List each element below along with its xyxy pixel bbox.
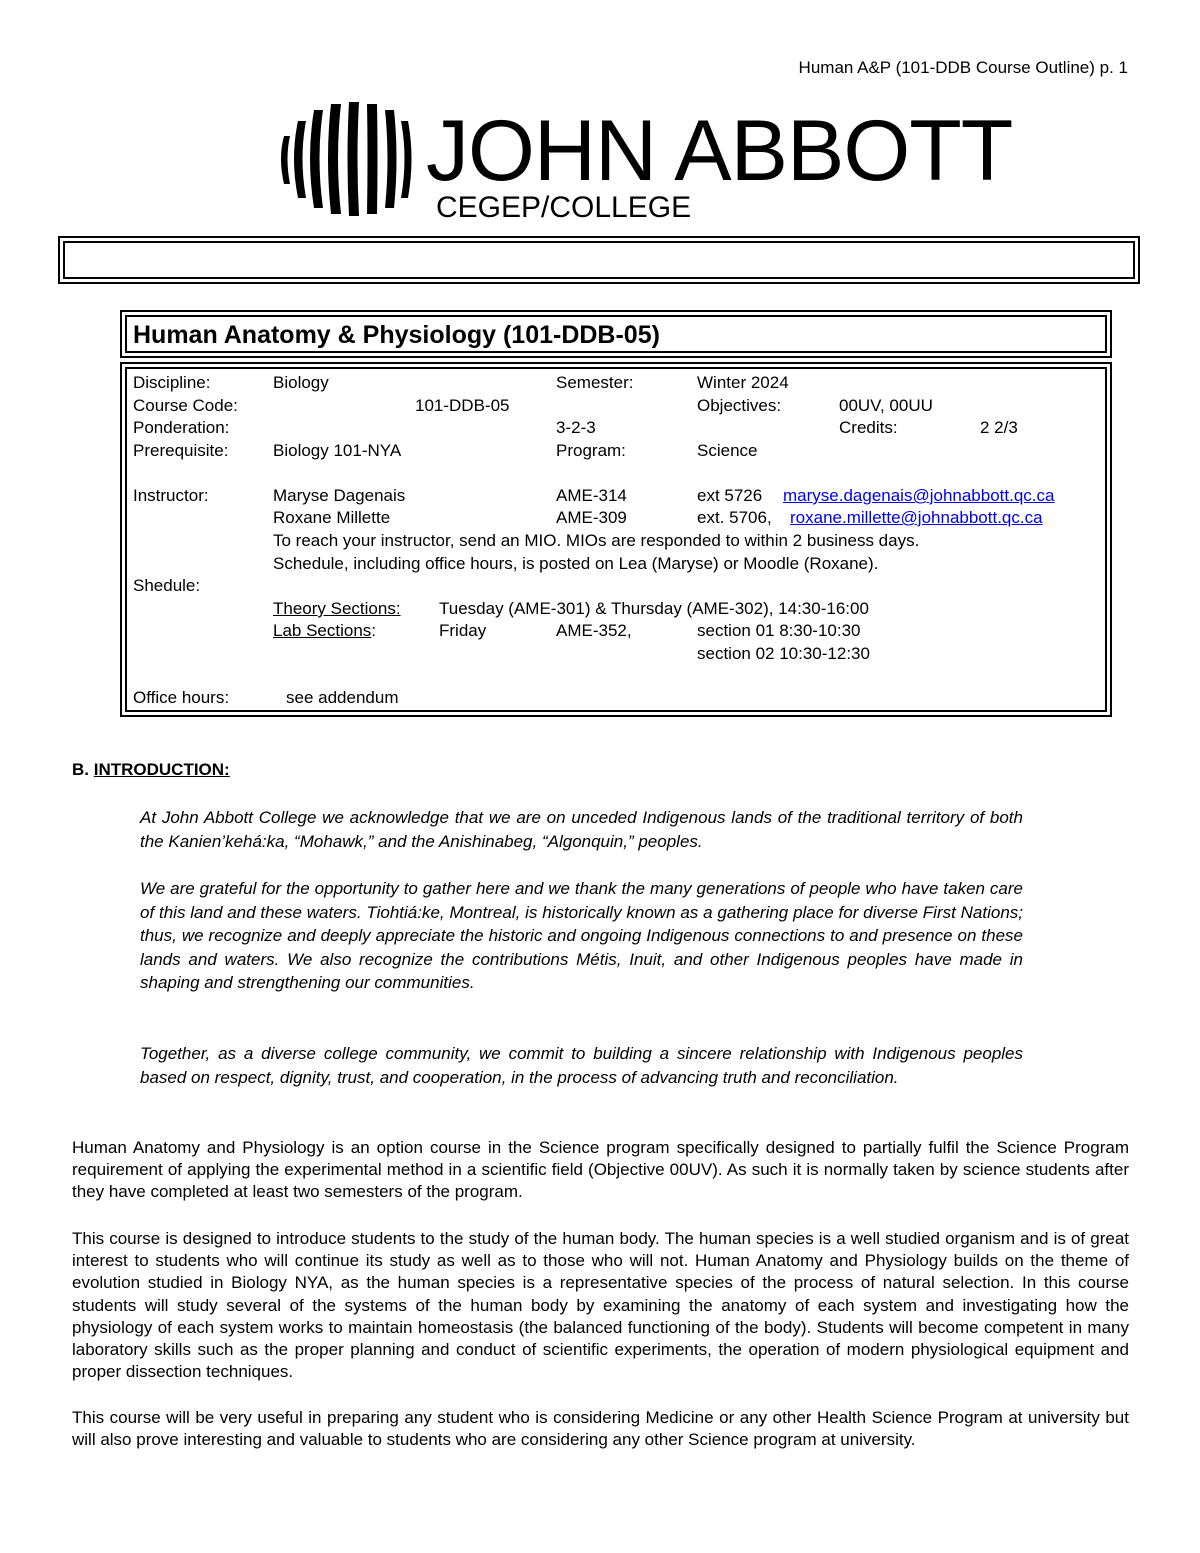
instructor-name: Roxane Millette [273, 508, 391, 527]
program-value: Science [697, 441, 758, 460]
prerequisite-label: Prerequisite: [133, 441, 229, 460]
theory-sections-value: Tuesday (AME-301) & Thursday (AME-302), 14:30-16:00 [439, 599, 869, 618]
section-b-heading [72, 760, 230, 780]
instructor-name: Maryse Dagenais [273, 486, 406, 505]
schedule-label: Shedule: [133, 576, 201, 595]
discipline-label: Discipline: [133, 373, 211, 392]
office-hours-label: Office hours: [133, 688, 230, 707]
instructor-office: AME-314 [556, 486, 627, 505]
instructor-ext: ext. 5706, [697, 508, 772, 527]
college-logo [276, 96, 1013, 226]
course-code-value: 101-DDB-05 [415, 396, 510, 415]
objectives-value: 00UV, 00UU [839, 396, 933, 415]
course-title: Human Anatomy & Physiology (101-DDB-05) [133, 321, 660, 349]
logo-stripes-icon [276, 96, 416, 221]
instructor-ext: ext 5726 [697, 486, 763, 505]
semester-value: Winter 2024 [697, 373, 789, 392]
objectives-label: Objectives: [697, 396, 782, 415]
prerequisite-value: Biology 101-NYA [273, 441, 402, 460]
land-acknowledgement: At John Abbott College we acknowledge that we are on unceded Indigenous lands of the traditional territory of both the Kanien’kehá:ka, “Mohawk,” and the Anishinabeg, “Algonquin,” peoples. [140, 808, 1023, 851]
course-code-label: Course Code: [133, 396, 238, 415]
ponderation-label: Ponderation: [133, 418, 230, 437]
logo-name: JOHN ABBOTT [426, 103, 1013, 199]
theory-sections-label: Theory Sections: [273, 599, 401, 618]
program-label: Program: [556, 441, 626, 460]
logo-subtitle: CEGEP/COLLEGE [436, 191, 692, 224]
ponderation-value: 3-2-3 [556, 418, 596, 437]
lab-sections-colon: : [371, 621, 377, 640]
lab-day: Friday [439, 621, 487, 640]
intro-paragraph: Human Anatomy and Physiology is an option course in the Science program specifically designed to partially fulfil the Science Program requirement of applying the experimental method in a scientific field (Objective 00UV). As such it is normally taken by science students after they have completed at least two semesters of the program. [72, 1138, 1129, 1202]
instructor-email-link[interactable]: roxane.millette@johnabbott.qc.ca [790, 508, 1043, 527]
lab-room: AME-352, [556, 621, 632, 640]
credits-value: 2 2/3 [980, 418, 1018, 437]
section-b-title: INTRODUCTION: [93, 760, 230, 779]
lab-sections-label [273, 620, 376, 642]
instructor-office: AME-309 [556, 508, 627, 527]
land-acknowledgement: We are grateful for the opportunity to gather here and we thank the many generations of people who have taken care of this land and these waters. Tiohtiá:ke, Montreal, is historically known as a gathering place for diverse First Nations; thus, we recognize and deeply appreciate the historic and ongoing Indigenous connections to and presence on these lands and waters. We also recognize the contributions Métis, Inuit, and other Indigenous peoples have made in shaping and strengthening our communities. [140, 879, 1023, 992]
page-header: Human A&P (101-DDB Course Outline) p. 1 [798, 58, 1128, 77]
contact-note: To reach your instructor, send an MIO. MIOs are responded to within 2 business days. [273, 531, 920, 550]
schedule-note: Schedule, including office hours, is posted on Lea (Maryse) or Moodle (Roxane). [273, 554, 879, 573]
intro-paragraph: This course is designed to introduce students to the study of the human body. The human species is a well studied organism and is of great interest to students who will continue its study as well as to those who will not. Human Anatomy and Physiology builds on the theme of evolution studied in Biology NYA, as the human species is a representative species of the process of natural selection. In this course students will study several of the systems of the human body by examining the anatomy of each system and investigating how the physiology of each system works to maintain homeostasis (the balanced functioning of the body). Students will become competent in many laboratory skills such as the proper planning and conduct of scientific experiments, the operation of modern physiological equipment and proper dissection techniques. [72, 1229, 1129, 1382]
land-acknowledgement: Together, as a diverse college community, we commit to building a sincere relationship with Indigenous peoples based on respect, dignity, trust, and cooperation, in the process of advancing truth and reconciliation. [140, 1044, 1023, 1087]
intro-paragraph: This course will be very useful in preparing any student who is considering Medicine or any other Health Science Program at university but will also prove interesting and valuable to students who are considering any other Science program at university. [72, 1408, 1129, 1450]
section-b-prefix: B. [72, 760, 94, 779]
course-title-box [120, 310, 1112, 358]
instructor-email-link[interactable]: maryse.dagenais@johnabbott.qc.ca [783, 486, 1055, 505]
semester-label: Semester: [556, 373, 634, 392]
blank-banner-box [58, 236, 1140, 284]
instructor-label: Instructor: [133, 486, 209, 505]
discipline-value: Biology [273, 373, 329, 392]
lab-section-2: section 02 10:30-12:30 [697, 644, 870, 663]
credits-label: Credits: [839, 418, 898, 437]
course-info-box [120, 362, 1112, 717]
lab-section-1: section 01 8:30-10:30 [697, 621, 861, 640]
office-hours-value: see addendum [286, 688, 399, 707]
lab-sections-label-text: Lab Sections [273, 621, 372, 640]
